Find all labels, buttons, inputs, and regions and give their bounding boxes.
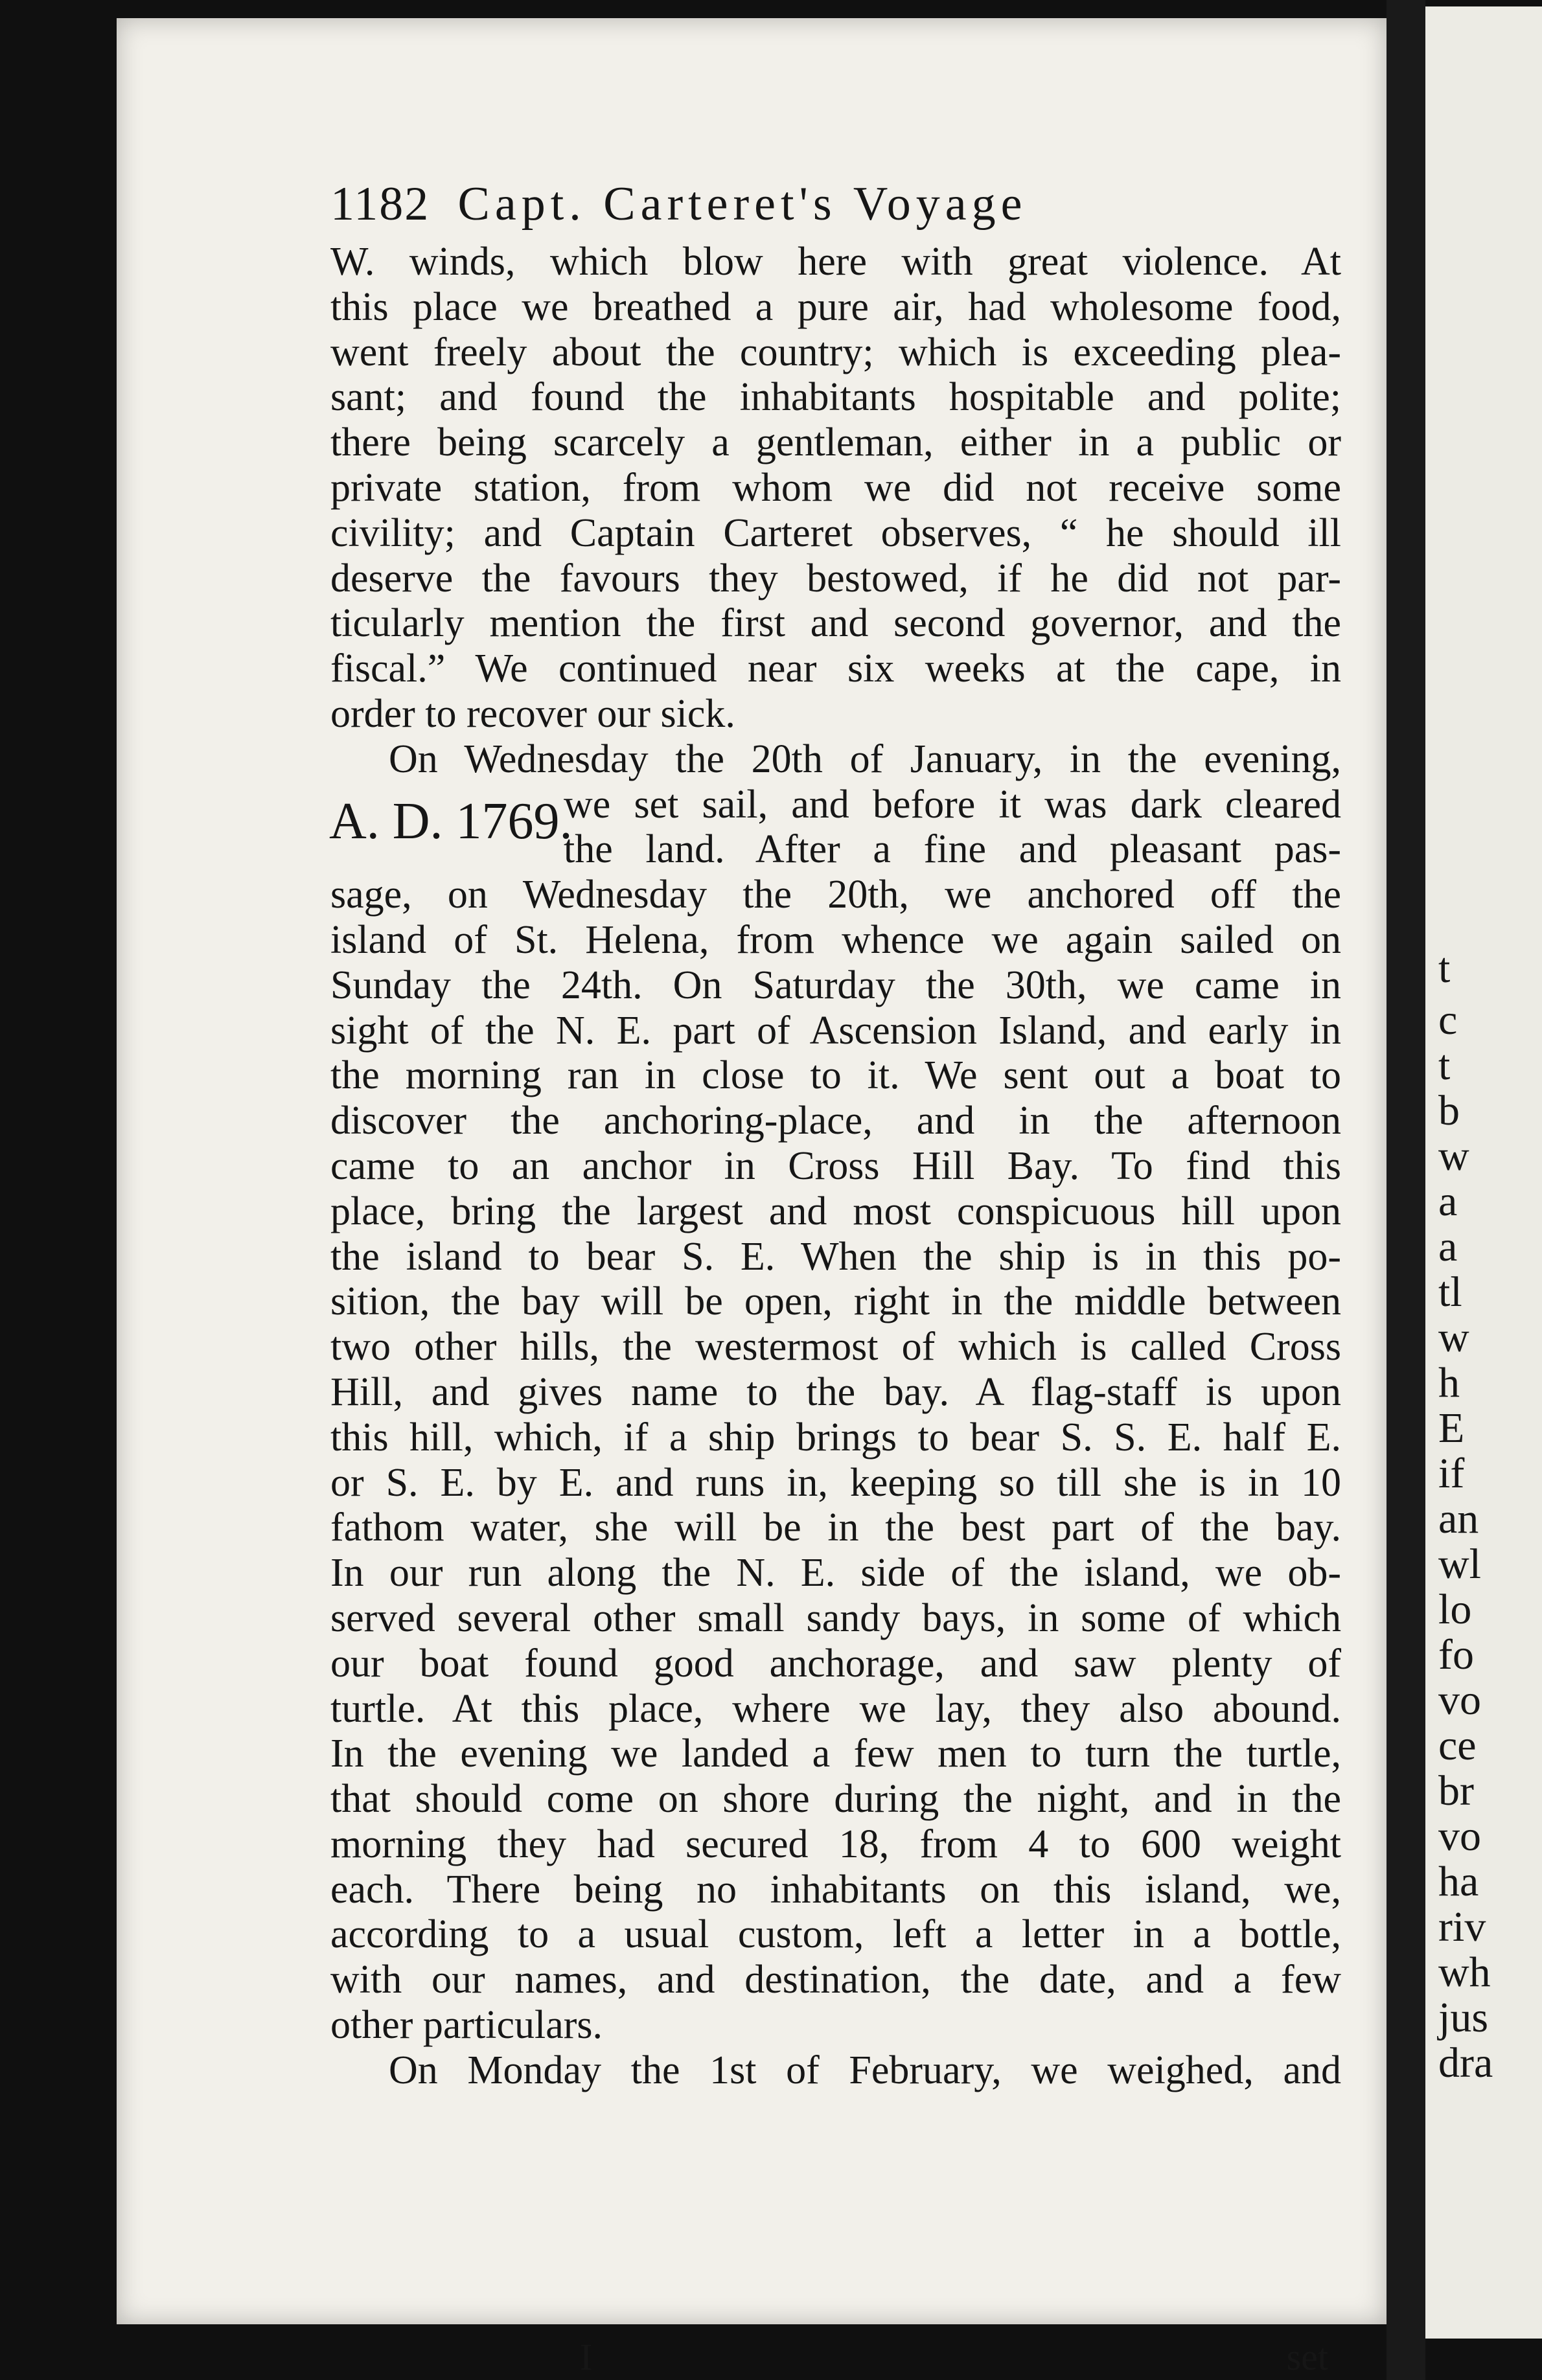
facing-page-fragment: c: [1438, 996, 1458, 1044]
facing-page-fragment: an: [1438, 1495, 1479, 1542]
text-line: civility; and Captain Carteret observes, “ he should ill: [330, 510, 1341, 555]
facing-page-fragment: b: [1438, 1087, 1460, 1134]
page-number: 1182: [330, 177, 430, 231]
text-line: order to recover our sick.: [330, 691, 735, 736]
text-line: discover the anchoring-place, and in the afternoon: [330, 1099, 1341, 1143]
text-line: this hill, which, if a ship brings to bear S. S. E. half E.: [330, 1415, 1341, 1459]
margin-date-note: A. D. 1769.: [329, 792, 573, 850]
text-line: deserve the favours they bestowed, if he did not par-: [330, 556, 1341, 601]
text-line: came to an anchor in Cross Hill Bay. To find this: [330, 1143, 1341, 1188]
text-line: W. winds, which blow here with great violence. At: [330, 240, 1341, 284]
text-line: served several other small sandy bays, in some of which: [330, 1596, 1341, 1640]
catchword: set: [1286, 2336, 1328, 2378]
facing-page-fragment: if: [1438, 1450, 1465, 1497]
facing-page-fragment: lo: [1438, 1586, 1472, 1633]
facing-page-fragment: w: [1438, 1314, 1469, 1361]
text-line: with our names, and destination, the date, and a few: [330, 1958, 1341, 2002]
text-line: sage, on Wednesday the 20th, we anchored off the: [330, 873, 1341, 917]
facing-page-fragment: t: [1438, 944, 1451, 992]
facing-page-fragment: fo: [1438, 1631, 1474, 1678]
text-line: island of St. Helena, from whence we again sailed on: [330, 917, 1341, 962]
facing-page-fragment: a: [1438, 1223, 1458, 1270]
facing-page-fragment: riv: [1438, 1903, 1486, 1951]
text-line: the morning ran in close to it. We sent out a boat to: [330, 1053, 1341, 1098]
text-line: the land. After a fine and pleasant pas-: [564, 827, 1341, 872]
running-title: Capt. Carteret's Voyage: [457, 177, 1028, 231]
text-line: other particulars.: [330, 2003, 603, 2048]
text-line: or S. E. by E. and runs in, keeping so till she is in 10: [330, 1460, 1341, 1505]
facing-page-fragment: dra: [1438, 2039, 1493, 2087]
text-line: place, bring the largest and most conspicuous hill upon: [330, 1189, 1341, 1233]
text-line: that should come on shore during the night, and in the: [330, 1777, 1341, 1822]
facing-page-fragment: vo: [1438, 1676, 1481, 1724]
facing-page-fragment: wh: [1438, 1949, 1491, 1996]
text-line: ticularly mention the first and second governor, and the: [330, 601, 1341, 646]
text-line: our boat found good anchorage, and saw plenty of: [330, 1641, 1341, 1686]
text-line: private station, from whom we did not receive some: [330, 465, 1341, 510]
text-line: two other hills, the westermost of which is called Cross: [330, 1325, 1341, 1369]
text-line: In our run along the N. E. side of the island, we ob-: [330, 1551, 1341, 1596]
facing-page-fragment: a: [1438, 1178, 1458, 1225]
facing-page-fragment: br: [1438, 1767, 1474, 1814]
text-line: sition, the bay will be open, right in the middle between: [330, 1279, 1341, 1324]
text-line: we set sail, and before it was dark cleared: [564, 782, 1341, 827]
facing-page-fragment: vo: [1438, 1813, 1481, 1860]
facing-page-fragment: h: [1438, 1359, 1460, 1406]
facing-page-fragment: E: [1438, 1404, 1465, 1452]
facing-page-fragment: t: [1438, 1042, 1451, 1089]
facing-page-fragment: wl: [1438, 1540, 1481, 1588]
text-line: each. There being no inhabitants on this island, we,: [330, 1867, 1341, 1912]
facing-page-edge: [1425, 6, 1542, 2339]
signature-mark: I: [580, 2336, 593, 2378]
text-line: according to a usual custom, left a letter in a bottle,: [330, 1912, 1341, 1957]
text-line: Sunday the 24th. On Saturday the 30th, we came in: [330, 963, 1341, 1007]
text-line: fathom water, she will be in the best part of the bay.: [330, 1505, 1341, 1550]
text-line: this place we breathed a pure air, had wholesome food,: [330, 284, 1341, 329]
binding-gutter: [1387, 0, 1425, 2380]
text-line: On Wednesday the 20th of January, in the evening,: [389, 737, 1341, 781]
facing-page-fragment: ce: [1438, 1722, 1477, 1769]
text-line: turtle. At this place, where we lay, they also abound.: [330, 1686, 1341, 1731]
text-line: Hill, and gives name to the bay. A flag-staff is upon: [330, 1369, 1341, 1414]
running-header: [330, 177, 1027, 232]
facing-page-fragment: w: [1438, 1132, 1469, 1180]
text-line: went freely about the country; which is exceeding plea-: [330, 330, 1341, 374]
text-line: the island to bear S. E. When the ship is in this po-: [330, 1234, 1341, 1279]
text-line: fiscal.” We continued near six weeks at the cape, in: [330, 646, 1341, 691]
facing-page-fragment: ha: [1438, 1858, 1479, 1905]
facing-page-fragment: tl: [1438, 1268, 1462, 1316]
text-line: morning they had secured 18, from 4 to 600 weight: [330, 1822, 1341, 1866]
text-line: sight of the N. E. part of Ascension Island, and early in: [330, 1008, 1341, 1053]
text-line: In the evening we landed a few men to turn the turtle,: [330, 1732, 1341, 1776]
text-line: there being scarcely a gentleman, either in a public or: [330, 420, 1341, 465]
body-text: [329, 240, 1341, 2378]
text-line: On Monday the 1st of February, we weighed, and: [389, 2048, 1341, 2092]
facing-page-fragment: jus: [1438, 1994, 1489, 2041]
text-line: sant; and found the inhabitants hospitable and polite;: [330, 375, 1341, 420]
